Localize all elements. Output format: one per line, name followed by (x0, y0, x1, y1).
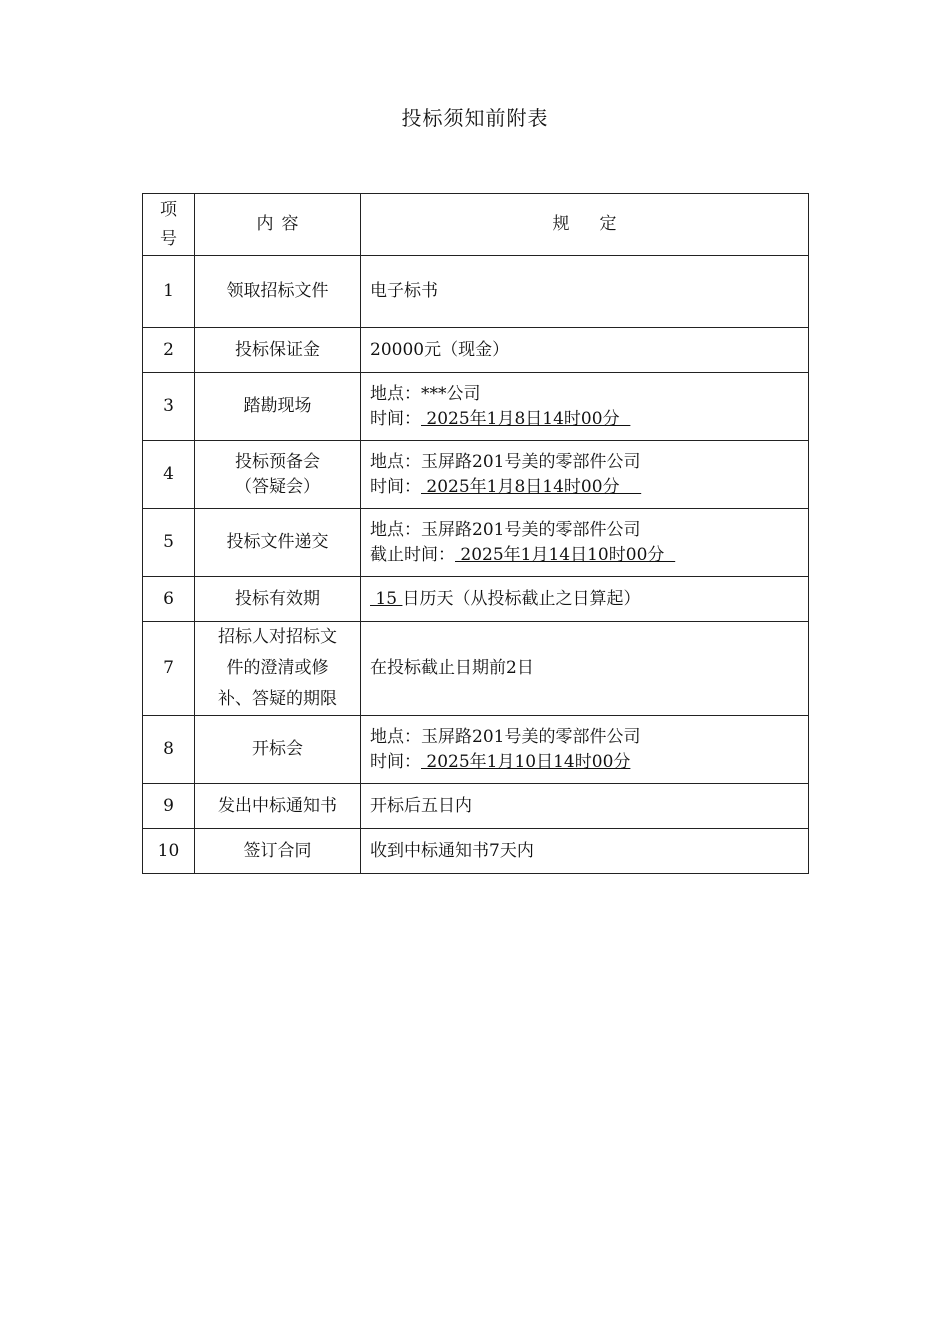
rule-prefix: 时间： (370, 408, 421, 429)
rule-line: 地点：***公司 (370, 383, 481, 404)
table-row (143, 509, 809, 577)
row-content: 领取招标文件 (195, 256, 361, 328)
row-number: 8 (143, 716, 195, 784)
rule-line: 收到中标通知书7天内 (370, 840, 534, 861)
row-number: 4 (143, 441, 195, 509)
row-content: 开标会 (195, 716, 361, 784)
row-number: 7 (143, 622, 195, 716)
rule-line: 20000元（现金） (370, 339, 510, 360)
table-row (143, 716, 809, 784)
table-row (143, 577, 809, 622)
rule-line: 地点：玉屏路201号美的零部件公司 (370, 726, 641, 747)
row-rule (361, 441, 809, 509)
header-content-label: 内容 (256, 214, 307, 234)
rule-prefix: 时间： (370, 751, 421, 772)
row-number: 2 (143, 328, 195, 373)
table-row (143, 328, 809, 373)
notice-table (142, 193, 809, 874)
row-rule (361, 577, 809, 622)
content-line: 件的澄清或修 (226, 658, 329, 678)
row-content (195, 622, 361, 716)
content-line: （答疑会） (235, 476, 320, 497)
table-row (143, 256, 809, 328)
rule-line (370, 587, 802, 612)
header-content (195, 194, 361, 256)
row-number: 5 (143, 509, 195, 577)
rule-line (370, 750, 802, 775)
row-rule (361, 509, 809, 577)
table-header-row (143, 194, 809, 256)
row-rule (361, 716, 809, 784)
row-number: 3 (143, 373, 195, 441)
content-line: 投标预备会 (235, 451, 320, 472)
table-row (143, 441, 809, 509)
header-no-line-1: 项 (160, 199, 177, 220)
row-rule (361, 784, 809, 829)
row-rule (361, 373, 809, 441)
rule-line: 地点：玉屏路201号美的零部件公司 (370, 519, 641, 540)
rule-suffix: 日历天（从投标截止之日算起） (402, 588, 641, 609)
rule-underlined-value: 2025年1月8日14时00分 (421, 408, 631, 429)
row-rule (361, 256, 809, 328)
table-row (143, 829, 809, 874)
header-item-no (143, 194, 195, 256)
rule-line: 开标后五日内 (370, 795, 472, 816)
row-rule (361, 622, 809, 716)
rule-underlined-value: 15 (370, 588, 403, 609)
header-no-line-2: 号 (160, 228, 177, 249)
row-rule (361, 829, 809, 874)
row-content: 投标文件递交 (195, 509, 361, 577)
rule-line: 地点：玉屏路201号美的零部件公司 (370, 451, 641, 472)
header-rule (361, 194, 809, 256)
rule-prefix: 截止时间： (370, 544, 455, 565)
row-number: 9 (143, 784, 195, 829)
row-content: 踏勘现场 (195, 373, 361, 441)
rule-line (370, 475, 802, 500)
rule-line: 在投标截止日期前2日 (370, 658, 534, 678)
row-content (195, 441, 361, 509)
page-title: 投标须知前附表 (401, 106, 549, 130)
rule-underlined-value: 2025年1月10日14时00分 (421, 751, 631, 772)
row-content: 签订合同 (195, 829, 361, 874)
row-rule (361, 328, 809, 373)
table-row (143, 622, 809, 716)
content-line: 招标人对招标文 (218, 627, 337, 647)
rule-underlined-value: 2025年1月14日10时00分 (455, 544, 676, 565)
table-row (143, 784, 809, 829)
row-number: 10 (143, 829, 195, 874)
rule-line (370, 407, 802, 432)
rule-underlined-value: 2025年1月8日14时00分 (421, 476, 642, 497)
table-row (143, 373, 809, 441)
row-content: 投标有效期 (195, 577, 361, 622)
rule-line: 电子标书 (370, 281, 438, 301)
row-number: 1 (143, 256, 195, 328)
content-line: 补、答疑的期限 (218, 689, 337, 709)
row-number: 6 (143, 577, 195, 622)
row-content: 发出中标通知书 (195, 784, 361, 829)
row-content: 投标保证金 (195, 328, 361, 373)
rule-line (370, 543, 802, 568)
header-rule-label: 规定 (552, 214, 647, 234)
rule-prefix: 时间： (370, 476, 421, 497)
